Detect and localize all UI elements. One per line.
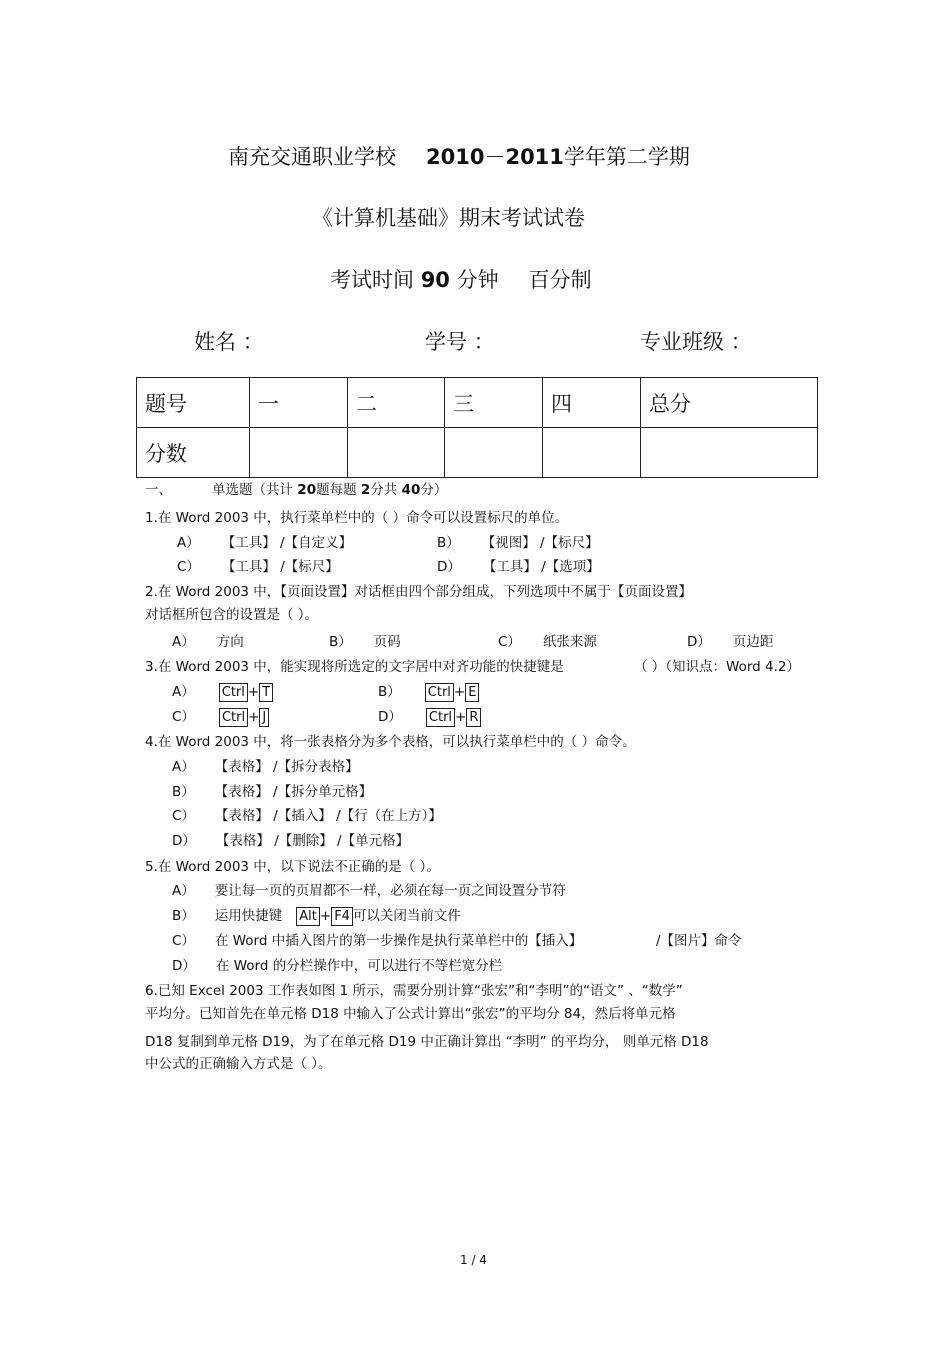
q3-option-a xyxy=(172,682,273,702)
q2-stem-line2: 对话框所包含的设置是（ ）。 xyxy=(145,607,319,623)
option-letter: D） xyxy=(378,709,402,725)
option-letter: B） xyxy=(329,634,352,650)
exam-title: 《计算机基础》期末考试试卷 xyxy=(312,206,585,230)
option-letter: D） xyxy=(687,634,711,650)
score-table xyxy=(136,377,818,478)
q3-paren: （ ）（知识点：Word 4.2） xyxy=(634,659,801,675)
j-key: J xyxy=(259,708,269,727)
plus-sign: + xyxy=(453,684,466,700)
q4-option-a xyxy=(172,757,359,777)
section-title-part: 分） xyxy=(420,482,448,498)
score-table-score-row xyxy=(137,428,818,478)
option-letter: C） xyxy=(172,709,195,725)
section-title-part: 分共 xyxy=(370,482,398,498)
plus-sign: + xyxy=(319,908,332,924)
q6-line1: 6.已知 Excel 2003 工作表如图 1 所示，需要分别计算“张宏”和“李明”的“语文” 、“数学” xyxy=(145,983,683,999)
option-text: 【表格】 /【拆分单元格】 xyxy=(214,784,373,800)
score-table-cell: 四 xyxy=(543,378,641,428)
points-total: 40 xyxy=(401,482,421,498)
q5-option-b xyxy=(172,906,461,926)
term: 学年第二学期 xyxy=(563,145,690,169)
q2-option-a xyxy=(172,632,244,652)
option-letter: C） xyxy=(172,933,195,949)
exam-time-line xyxy=(330,264,592,294)
option-letter: A） xyxy=(172,634,195,650)
q5-stem: 5.在 Word 2003 中，以下说法不正确的是（ ）。 xyxy=(145,859,440,875)
option-text: 可以关闭当前文件 xyxy=(352,908,461,924)
option-text: 【视图】 /【标尺】 xyxy=(481,535,599,551)
option-letter: D） xyxy=(172,958,196,974)
option-text: 【工具】 /【自定义】 xyxy=(221,535,353,551)
q3-option-d xyxy=(378,707,481,727)
option-letter: C） xyxy=(498,634,521,650)
option-text: 在 Word 的分栏操作中，可以进行不等栏宽分栏 xyxy=(215,958,503,974)
year-dash: － xyxy=(484,145,506,169)
ctrl-key: Ctrl xyxy=(426,708,455,727)
q4-option-b xyxy=(172,782,372,802)
option-text: 方向 xyxy=(216,634,244,650)
plus-sign: + xyxy=(248,709,260,725)
section-title-part: 单选题（共计 xyxy=(212,482,293,498)
question-count: 20 xyxy=(297,482,317,498)
option-letter: A） xyxy=(172,759,195,775)
q1-option-b xyxy=(437,533,599,553)
q5-option-a xyxy=(172,881,566,901)
q5-option-c xyxy=(172,931,582,951)
r-key: R xyxy=(466,708,481,727)
option-text: 页码 xyxy=(373,634,401,650)
q6-line4: 中公式的正确输入方式是（ ）。 xyxy=(145,1056,332,1072)
ctrl-key: Ctrl xyxy=(219,683,248,702)
class-label: 专业班级 ： xyxy=(640,330,752,354)
time-value: 90 xyxy=(420,268,450,292)
q6-line3: D18 复制到单元格 D19，为了在单元格 D19 中正确计算出 “李明” 的平均分， 则单元格 D18 xyxy=(145,1034,709,1050)
option-letter: A） xyxy=(172,883,195,899)
option-text: 【工具】 /【选项】 xyxy=(482,559,600,575)
school-title-line xyxy=(228,141,690,171)
points-each: 2 xyxy=(360,482,371,498)
q4-option-d xyxy=(172,831,409,851)
alt-key: Alt xyxy=(296,907,320,926)
q4-option-c xyxy=(172,806,442,826)
q1-stem: 1.在 Word 2003 中，执行菜单栏中的（ ）命令可以设置标尺的单位。 xyxy=(145,510,569,526)
score-table-cell: 题号 xyxy=(137,378,250,428)
option-letter: D） xyxy=(172,833,196,849)
option-letter: A） xyxy=(172,684,195,700)
score-table-cell: 二 xyxy=(348,378,445,428)
option-letter: C） xyxy=(177,559,200,575)
score-table-header-row xyxy=(137,378,818,428)
q2-option-d xyxy=(687,632,773,652)
f4-key: F4 xyxy=(331,907,353,926)
time-suffix: 分钟 xyxy=(456,268,499,292)
score-cell-total[interactable] xyxy=(641,428,818,478)
ctrl-key: Ctrl xyxy=(219,708,248,727)
score-table-cell: 三 xyxy=(445,378,543,428)
q1-option-d xyxy=(437,557,600,577)
option-letter: B） xyxy=(172,784,195,800)
option-letter: C） xyxy=(172,808,195,824)
e-key: E xyxy=(465,683,479,702)
section-title-part: 题每题 xyxy=(316,482,357,498)
option-letter: B） xyxy=(172,908,195,924)
option-letter: D） xyxy=(437,559,461,575)
score-table-cell: 一 xyxy=(250,378,348,428)
page-number: 1 / 4 xyxy=(460,1253,487,1267)
t-key: T xyxy=(259,683,273,702)
q2-option-c xyxy=(498,632,597,652)
option-text: 纸张来源 xyxy=(542,634,597,650)
option-letter: B） xyxy=(437,535,460,551)
score-table-cell: 总分 xyxy=(641,378,818,428)
q2-stem-line1: 2.在 Word 2003 中，【页面设置】对话框由四个部分组成，下列选项中不属于【页面设置】 xyxy=(145,584,693,600)
ctrl-key: Ctrl xyxy=(425,683,454,702)
q4-stem: 4.在 Word 2003 中，将一张表格分为多个表格，可以执行菜单栏中的（ ）命令。 xyxy=(145,734,636,750)
q5-option-c-cont: /【图片】命令 xyxy=(656,933,742,949)
q6-line2: 平均分。已知首先在单元格 D18 中输入了公式计算出“张宏”的平均分 84，然后将单元格 xyxy=(145,1006,676,1022)
score-cell-3[interactable] xyxy=(445,428,543,478)
q5-option-d xyxy=(172,956,502,976)
q3-option-b xyxy=(378,682,479,702)
plus-sign: + xyxy=(247,684,260,700)
option-letter: A） xyxy=(177,535,200,551)
plus-sign: + xyxy=(455,709,467,725)
school-name: 南充交通职业学校 xyxy=(228,145,396,169)
q1-option-c xyxy=(177,557,339,577)
option-text: 页边距 xyxy=(732,634,774,650)
student-id-label: 学号 ： xyxy=(425,330,495,354)
section-heading xyxy=(145,480,447,500)
option-letter: B） xyxy=(378,684,401,700)
year-end: 2011 xyxy=(505,145,564,169)
name-label: 姓名 ： xyxy=(194,330,264,354)
section-number: 一、 xyxy=(145,482,172,498)
option-text: 在 Word 中插入图片的第一步操作是执行菜单栏中的【插入】 xyxy=(214,933,583,949)
year-start: 2010 xyxy=(426,145,485,169)
score-cell-2[interactable] xyxy=(348,428,445,478)
q2-option-b xyxy=(329,632,401,652)
option-text: 【表格】 /【拆分表格】 xyxy=(214,759,359,775)
time-prefix: 考试时间 xyxy=(330,268,414,292)
score-cell-4[interactable] xyxy=(543,428,641,478)
q3-option-c xyxy=(172,707,269,727)
option-text: 【工具】 /【标尺】 xyxy=(221,559,339,575)
score-cell-1[interactable] xyxy=(250,428,348,478)
q1-option-a xyxy=(177,533,352,553)
option-text: 运用快捷键 xyxy=(214,908,283,924)
score-row-label: 分数 xyxy=(137,428,250,478)
q3-stem: 3.在 Word 2003 中，能实现将所选定的文字居中对齐功能的快捷键是 xyxy=(145,659,564,675)
option-text: 要让每一页的页眉都不一样，必须在每一页之间设置分节符 xyxy=(214,883,566,899)
grading-system: 百分制 xyxy=(528,268,592,292)
option-text: 【表格】 /【删除】 /【单元格】 xyxy=(215,833,410,849)
option-text: 【表格】 /【插入】 /【行（在上方）】 xyxy=(214,808,442,824)
